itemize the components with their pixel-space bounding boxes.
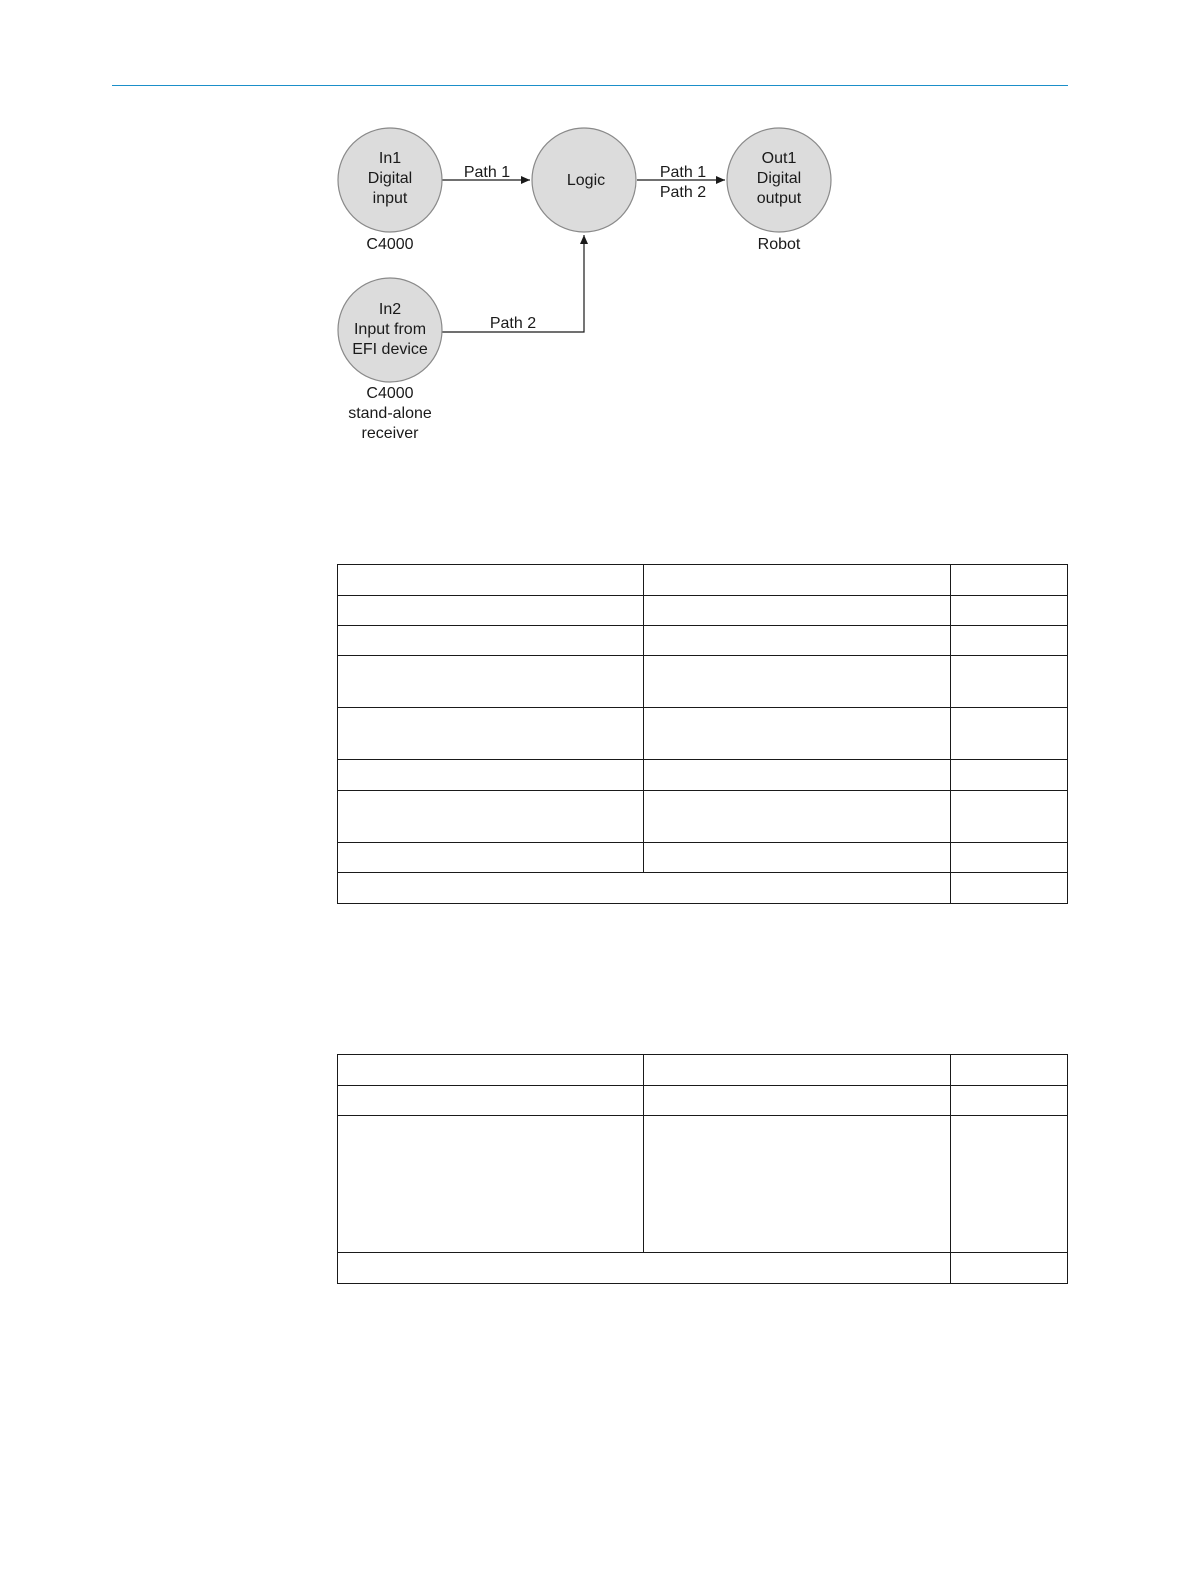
table-row [338,873,1068,904]
table-cell [338,565,644,596]
node-logic [532,128,636,232]
node-in2-caption: stand-alone [348,405,432,422]
table-row [338,596,1068,626]
node-out1-line: output [756,190,802,207]
table-row [338,1116,1068,1253]
table-cell [951,760,1068,791]
node-out1-line: Out1 [761,150,797,167]
node-in1-caption: C4000 [366,236,414,253]
table-cell [951,1253,1068,1284]
node-in2-line: EFI device [352,341,428,358]
node-in1-line: In1 [378,150,402,167]
edge-label: Path 1 [463,164,511,181]
table-cell [644,1055,951,1086]
table-row [338,1086,1068,1116]
table-cell [644,565,951,596]
table-cell [644,1116,951,1253]
table-cell [644,656,951,708]
table-cell [951,873,1068,904]
table-row [338,708,1068,760]
node-in1 [338,128,442,232]
table-cell [951,1086,1068,1116]
table-row [338,791,1068,843]
table-cell [338,626,644,656]
node-in1-line: input [372,190,408,207]
node-in2 [338,278,442,382]
node-in2-caption: C4000 [366,385,414,402]
node-in2-line: In2 [378,301,402,318]
table-cell [644,791,951,843]
table-cell [338,1253,951,1284]
edge-label: Path 2 [659,184,707,201]
node-out1 [727,128,831,232]
table-cell [951,1116,1068,1253]
table-cell [338,708,644,760]
table-cell [951,596,1068,626]
table-row [338,1253,1068,1284]
table-cell [338,1116,644,1253]
table-cell [338,873,951,904]
node-out1-caption: Robot [757,236,801,253]
table-cell [951,626,1068,656]
table-cell [338,1055,644,1086]
table-cell [951,708,1068,760]
edge-label: Path 2 [489,315,537,332]
table-row [338,656,1068,708]
table-row [338,626,1068,656]
table-cell [338,843,644,873]
table-cell [338,791,644,843]
path-diagram [0,0,1191,460]
table-1 [337,564,1068,904]
table-row [338,843,1068,873]
table-cell [951,565,1068,596]
table-cell [644,1086,951,1116]
node-in2-caption: receiver [361,425,419,442]
table-cell [644,760,951,791]
table-row [338,565,1068,596]
table-row [338,1055,1068,1086]
node-logic-line: Logic [566,172,606,189]
table-cell [644,708,951,760]
edge-label: Path 1 [659,164,707,181]
node-in1-line: Digital [367,170,413,187]
node-out1-line: Digital [756,170,802,187]
table-cell [951,843,1068,873]
table-cell [338,760,644,791]
node-in2-line: Input from [353,321,427,338]
table-cell [338,596,644,626]
table-cell [338,1086,644,1116]
table-cell [951,791,1068,843]
table-2 [337,1054,1068,1284]
table-cell [644,843,951,873]
table-row [338,760,1068,791]
table-cell [951,656,1068,708]
table-cell [951,1055,1068,1086]
table-cell [338,656,644,708]
table-cell [644,596,951,626]
table-cell [644,626,951,656]
